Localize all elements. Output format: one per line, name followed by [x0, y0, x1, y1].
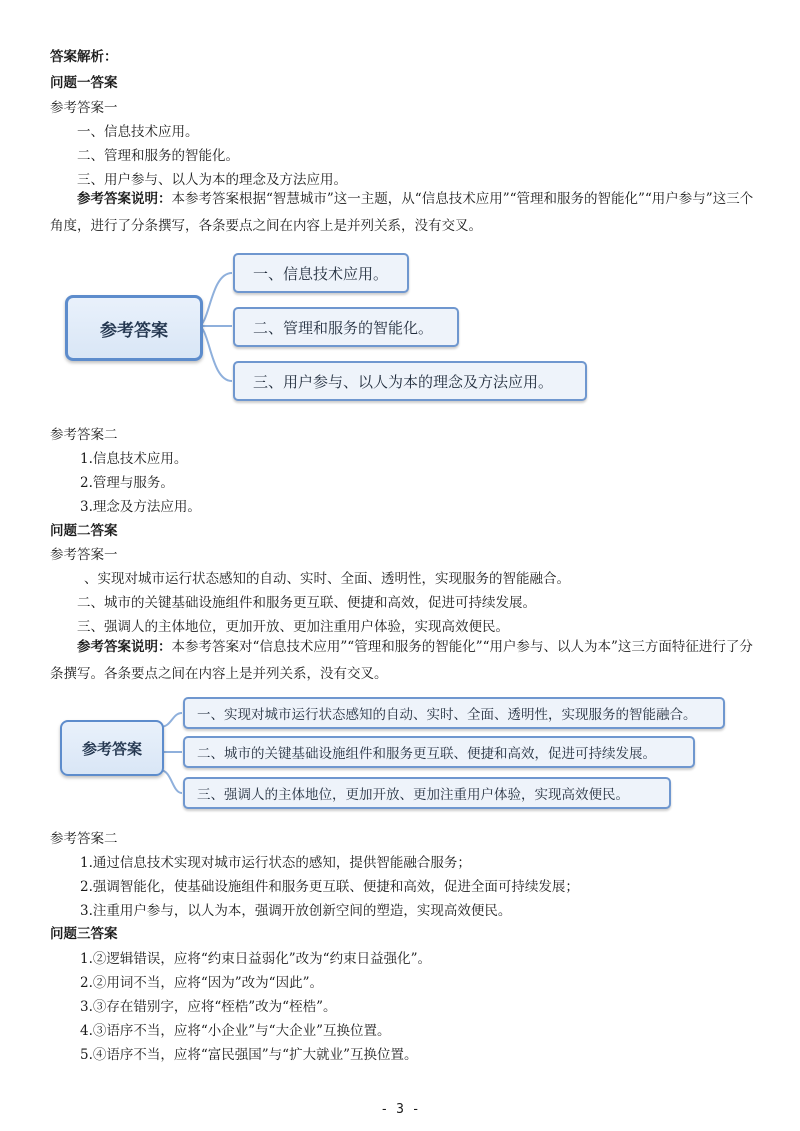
q3-item: 4.③语序不当，应将“小企业”与“大企业”互换位置。 [80, 1023, 391, 1039]
q3-item: 3.③存在错别字，应将“桎梏”改为“桎梏”。 [80, 999, 337, 1015]
q3-item: 2.②用词不当，应将“因为”改为“因此”。 [80, 975, 323, 991]
q2-item2: 1.通过信息技术实现对城市运行状态的感知，提供智能融合服务； [80, 855, 471, 871]
q1-item: 二、管理和服务的智能化。 [77, 148, 239, 164]
q2-item2: 2.强调智能化，使基础设施组件和服务更互联、便捷和高效，促进全面可持续发展； [80, 879, 579, 895]
q1-item: 三、用户参与、以人为本的理念及方法应用。 [77, 172, 347, 188]
q1-item2: 3.理念及方法应用。 [80, 499, 201, 515]
q3-item: 1.②逻辑错误，应将“约束日益弱化”改为“约束日益强化”。 [80, 951, 431, 967]
answer-analysis-heading: 答案解析： [50, 49, 118, 65]
q1-title: 问题一答案 [50, 75, 118, 91]
mindmap1-root: 参考答案 [65, 295, 203, 361]
q1-ref1-title: 参考答案一 [50, 100, 118, 116]
q2-item2: 3.注重用户参与，以人为本，强调开放创新空间的塑造，实现高效便民。 [80, 903, 512, 919]
mindmap2-node: 一、实现对城市运行状态感知的自动、实时、全面、透明性，实现服务的智能融合。 [183, 697, 725, 729]
mindmap2-root: 参考答案 [60, 720, 164, 776]
q2-title: 问题二答案 [50, 523, 118, 539]
q3-title: 问题三答案 [50, 926, 118, 942]
q1-ref2-title: 参考答案二 [50, 427, 118, 443]
q1-note-lead: 参考答案说明： [77, 191, 172, 207]
mindmap1-node: 二、管理和服务的智能化。 [233, 307, 459, 347]
mindmap2-node: 二、城市的关键基础设施组件和服务更互联、便捷和高效，促进可持续发展。 [183, 736, 695, 768]
q1-item2: 1.信息技术应用。 [80, 451, 188, 467]
q1-item: 一、信息技术应用。 [77, 124, 199, 140]
q2-ref2-title: 参考答案二 [50, 831, 118, 847]
mindmap1-node: 一、信息技术应用。 [233, 253, 409, 293]
q2-item: 、实现对城市运行状态感知的自动、实时、全面、透明性，实现服务的智能融合。 [84, 571, 570, 587]
q1-note-text: 本参考答案根据“智慧城市”这一主题，从“信息技术应用”“管理和服务的智能化”“用户参与”这三个角度，进行了分条撰写，各条要点之间在内容上是并列关系，没有交叉。 [50, 191, 754, 234]
q2-ref1-title: 参考答案一 [50, 547, 118, 563]
q2-note [50, 634, 760, 688]
q3-item: 5.④语序不当，应将“富民强国”与“扩大就业”互换位置。 [80, 1047, 418, 1063]
mindmap2-node: 三、强调人的主体地位，更加开放、更加注重用户体验，实现高效便民。 [183, 777, 671, 809]
q2-item: 二、城市的关键基础设施组件和服务更互联、便捷和高效，促进可持续发展。 [77, 595, 536, 611]
q1-item2: 2.管理与服务。 [80, 475, 174, 491]
q2-note-lead: 参考答案说明： [77, 639, 172, 655]
mindmap1-node: 三、用户参与、以人为本的理念及方法应用。 [233, 361, 587, 401]
page-number: - 3 - [380, 1102, 420, 1117]
q2-item: 三、强调人的主体地位，更加开放、更加注重用户体验，实现高效便民。 [77, 619, 509, 635]
q2-note-text: 本参考答案对“信息技术应用”“管理和服务的智能化”“用户参与、以人为本”这三方面特征进行了分条撰写。各条要点之间在内容上是并列关系，没有交叉。 [50, 639, 753, 682]
